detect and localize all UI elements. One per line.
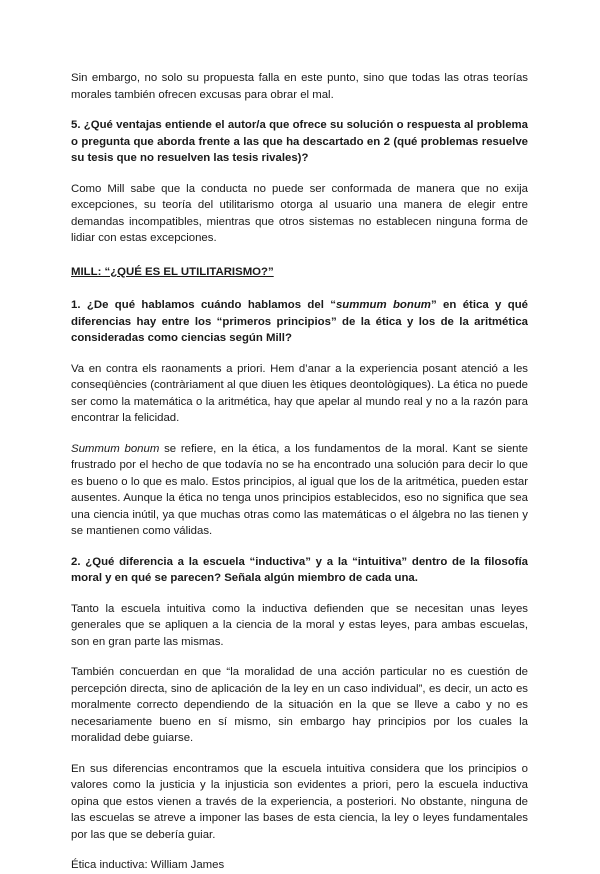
paragraph-answer-1b: [71, 441, 528, 540]
question-1-part-a: 1. ¿De qué hablamos cuándo hablamos del “: [71, 299, 336, 311]
question-2: 2. ¿Qué diferencia a la escuela “inductiva” y a la “intuitiva” dentro de la filosofía moral y en qué se parecen? Señala algún miembro de cada una.: [71, 555, 528, 584]
paragraph-answer-1b-text: se refiere, en la ética, a los fundamentos de la moral. Kant se siente frustrado por el hecho de que todavía no se ha encontrado una solución para decir lo que es bueno o lo que es malo. Estos principios, al igual que los de la aritmética, pueden estar ausentes. Aunque la ética no tenga unos principios establecidos, eso no significa que sea una ciencia inútil, ya que muchas otras como las matemáticas o el álgebra no las tienen y se mantienen como válidas.: [71, 442, 528, 537]
paragraph-inductive-ethics: Ética inductiva: William James: [71, 859, 225, 871]
paragraph-answer-2c: En sus diferencias encontramos que la escuela intuitiva considera que los principios o valores como la justicia y la injusticia son evidentes a priori, pero la escuela inductiva opina que estos vienen a través de la experiencia, a posteriori. No obstante, ninguna de las escuelas se atreve a imponer las bases de esta ciencia, la ley o leyes fundamentales por las que se debería guiar.: [71, 762, 528, 841]
paragraph-answer-2b: También concuerdan en que “la moralidad de una acción particular no es cuestión de percepción directa, sino de aplicación de la ley en un caso individual”, es decir, un acto es moralmente correcto dependiendo de la situación en la que se lleve a cabo y no es necesariamente bueno en sí mismo, sin embargo hay principios por los cuales la moralidad debe guiarse.: [71, 666, 528, 744]
question-1-italic: summum bonum: [335, 299, 431, 311]
document-page: [71, 70, 528, 874]
question-1-part-b: ” en ética y qué diferencias hay entre los “primeros principios” de la ética y los de la aritmética consideradas como ciencias según Mill?: [71, 299, 529, 344]
paragraph-answer-5: Como Mill sabe que la conducta no puede ser conformada de manera que no exija excepciones, su teoría del utilitarismo otorga al usuario una manera de elegir entre demandas incompatibles, mientras que otros sistemas no establecen ninguna forma de lidiar con estas excepciones.: [71, 182, 528, 244]
section-heading: MILL: “¿QUÉ ES EL UTILITARISMO?”: [71, 265, 274, 278]
question-5: 5. ¿Qué ventajas entiende el autor/a que ofrece su solución o respuesta al problema o pregunta que aborda frente a las que ha descartado en 2 (qué problemas resuelve su tesis que no resuelven las tesis rivales)?: [71, 119, 528, 164]
summum-bonum-term: Summum bonum: [71, 442, 160, 455]
paragraph-answer-1a: Va en contra els raonaments a priori. Hem d’anar a la experiencia posant atenció a les conseqüències (contràriament al que diuen les ètiques deontològiques). La ética no puede ser como la matemática o la aritmética, hay que apelar al mundo real y no a la razón para encontrar la felicidad.: [71, 362, 528, 424]
paragraph-intro: Sin embargo, no solo su propuesta falla en este punto, sino que todas las otras teorías morales también ofrecen excusas para obrar el mal.: [71, 72, 528, 101]
question-1: [71, 297, 528, 347]
paragraph-answer-2a: Tanto la escuela intuitiva como la inductiva defienden que se necesitan unas leyes generales que se apliquen a la ciencia de la moral y estas leyes, para ambas escuelas, son en gran parte las mismas.: [71, 602, 528, 648]
